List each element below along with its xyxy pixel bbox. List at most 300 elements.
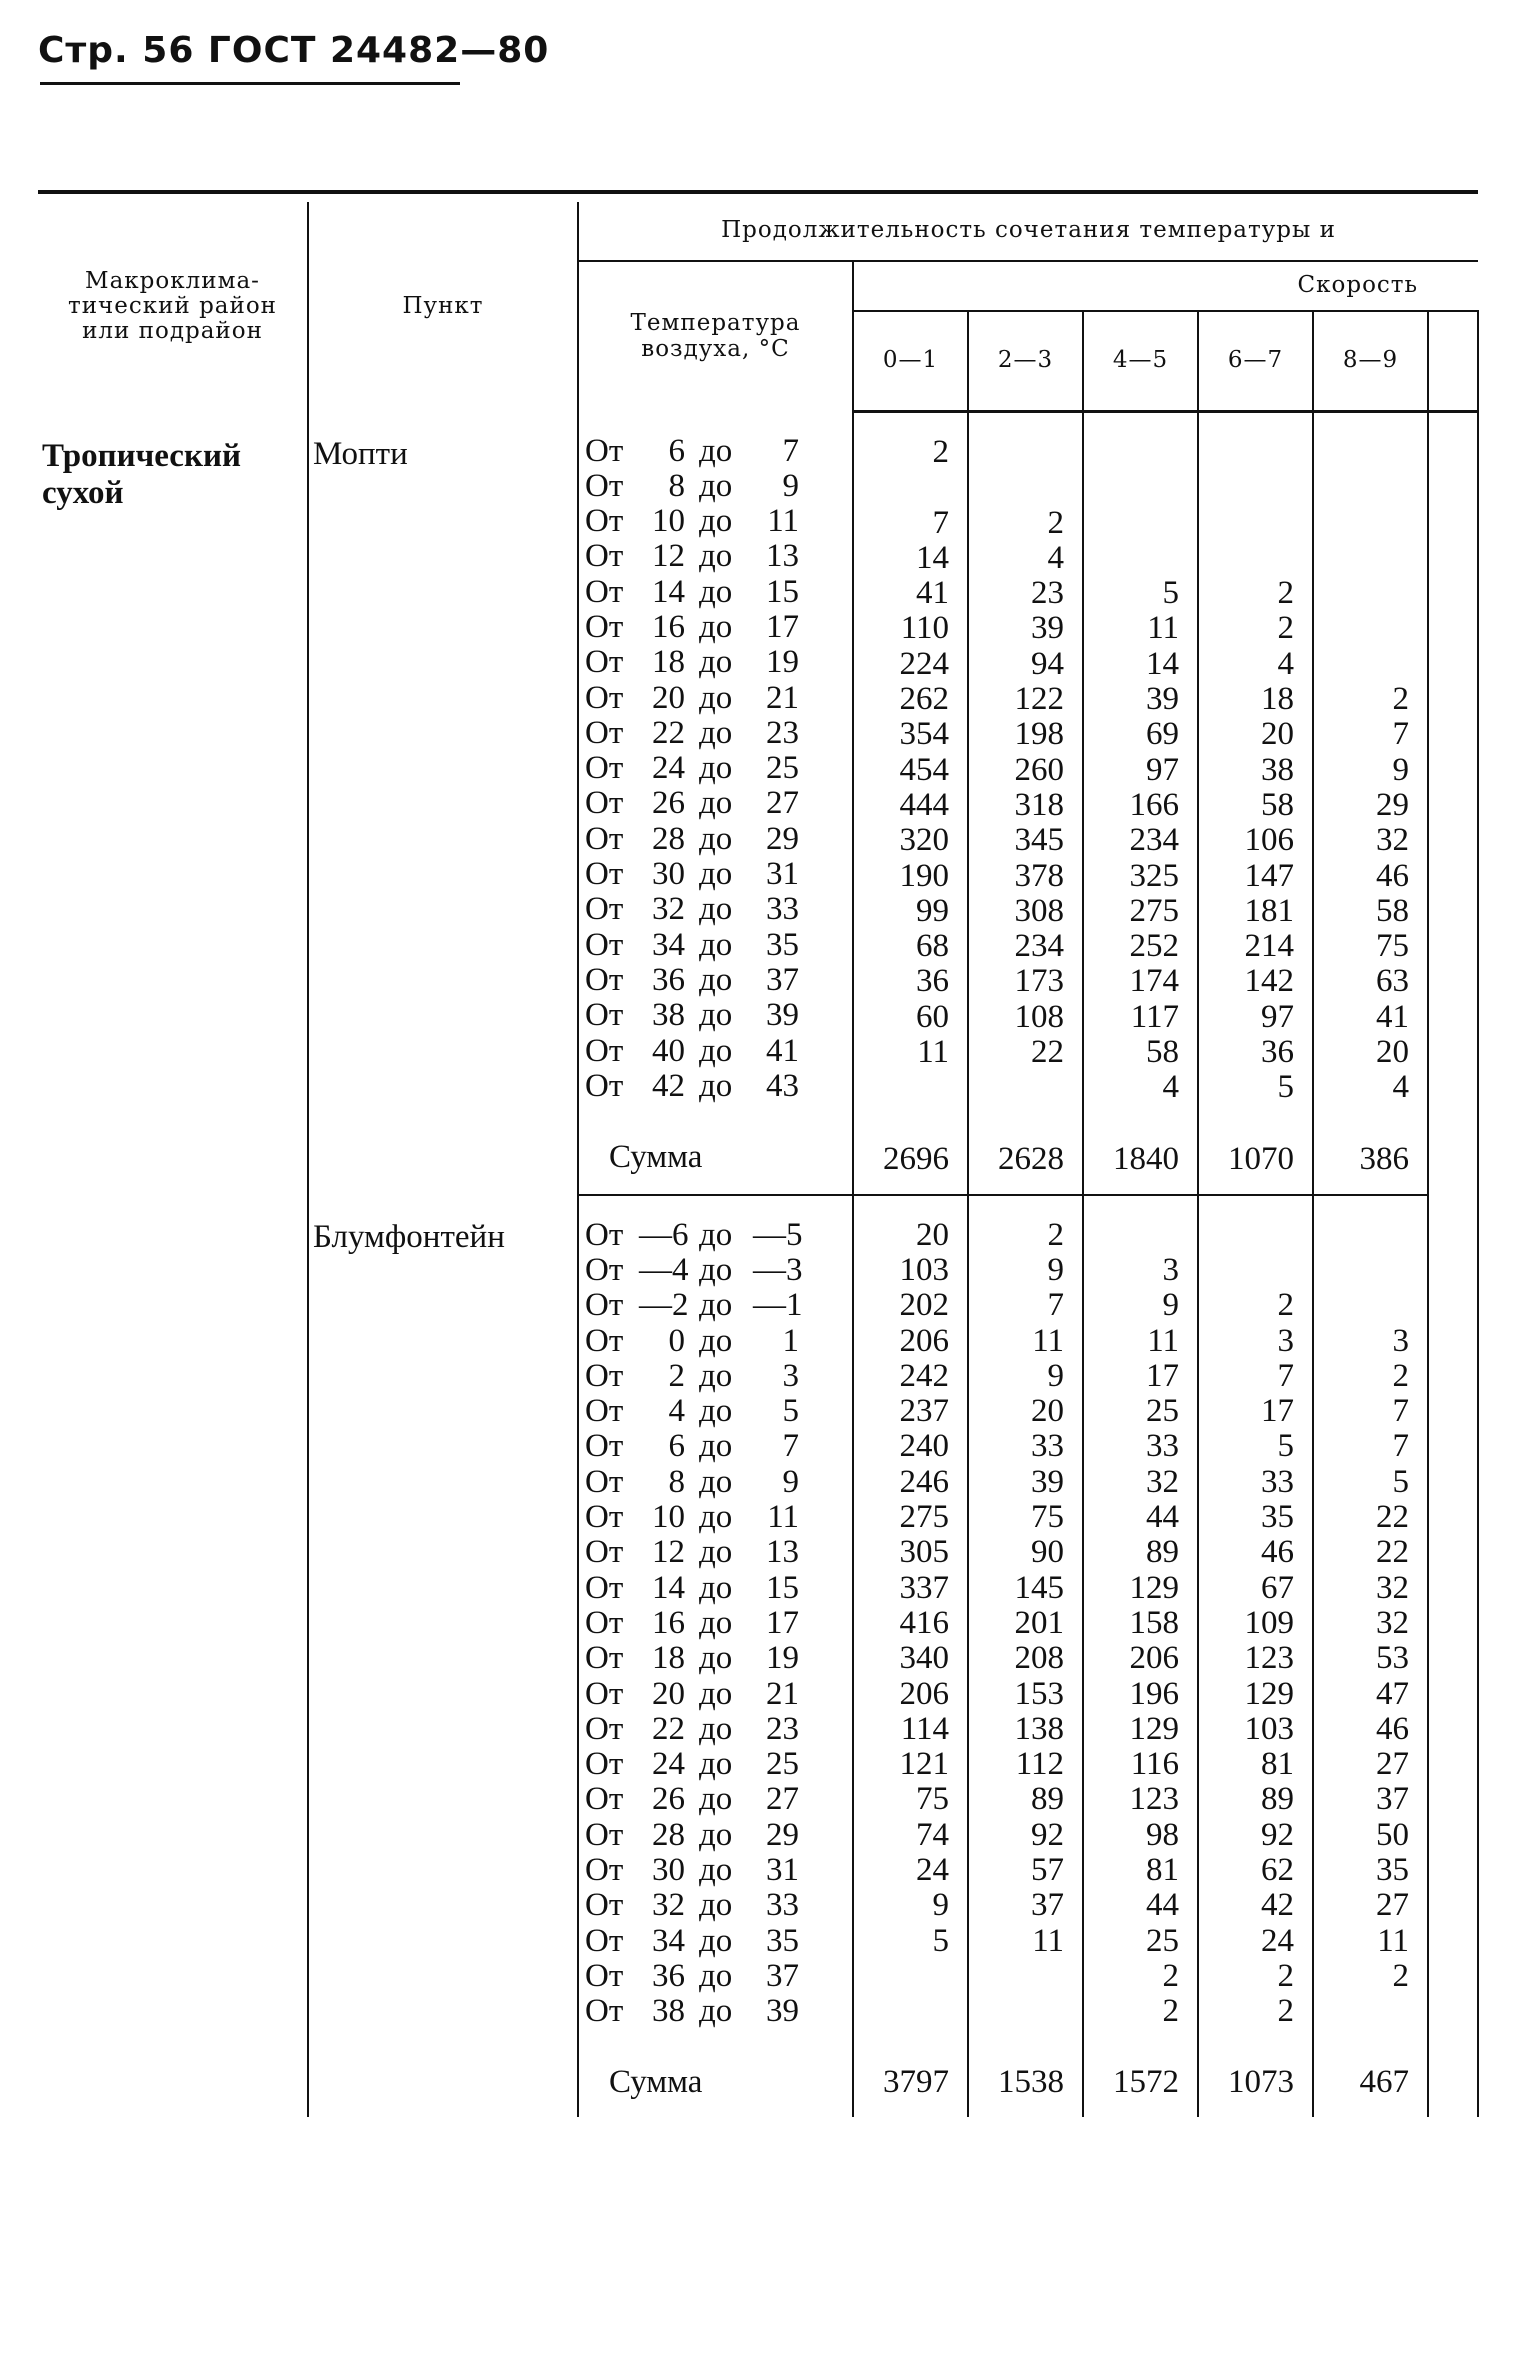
table-cell: 47	[1376, 1675, 1409, 1712]
speed-column-2	[1083, 1195, 1198, 2118]
temperature-range	[579, 1782, 852, 1817]
table-cell: 69	[1146, 716, 1179, 753]
to-word: до	[699, 1569, 733, 1606]
table-cell: 5	[1277, 1069, 1294, 1106]
table-cell	[854, 1959, 949, 1994]
range-to: 27	[766, 785, 799, 822]
table-cell: 242	[899, 1357, 949, 1394]
range-from: 20	[652, 679, 685, 716]
range-to: 37	[766, 1957, 799, 1994]
table-cell: 11	[1032, 1322, 1064, 1359]
range-from: 18	[652, 644, 685, 681]
range-to: 21	[766, 679, 799, 716]
table-cell: 57	[1031, 1851, 1064, 1888]
to-word: до	[699, 926, 733, 963]
range-from: 32	[652, 1887, 685, 1924]
table-cell: 246	[899, 1463, 949, 1500]
speed-column-header-4: 8—9	[1313, 311, 1428, 412]
table-cell: 58	[1146, 1034, 1179, 1071]
speed-column-2	[1083, 412, 1198, 1195]
table-cell	[854, 1070, 949, 1105]
to-word: до	[699, 1851, 733, 1888]
from-word: От	[585, 1710, 624, 1747]
table-cell: 5	[1162, 575, 1179, 612]
to-word: до	[699, 1922, 733, 1959]
table-cell: 37	[1376, 1781, 1409, 1818]
temperature-range	[579, 1571, 852, 1606]
range-from: 38	[652, 997, 685, 1034]
range-to: 31	[766, 856, 799, 893]
from-word: От	[585, 1032, 624, 1069]
range-to: 19	[766, 644, 799, 681]
from-word: От	[585, 1463, 624, 1500]
table-cell	[969, 435, 1064, 470]
station-cell	[308, 1195, 578, 2118]
table-cell: 41	[916, 575, 949, 612]
from-word: От	[585, 891, 624, 928]
table-cell: 27	[1376, 1887, 1409, 1924]
speed-column-header-2: 4—5	[1083, 311, 1198, 412]
range-from: 14	[652, 573, 685, 610]
table-cell: 39	[1146, 681, 1179, 718]
table-cell: 320	[899, 822, 949, 859]
table-cell: 318	[1014, 786, 1064, 823]
table-cell: 123	[1129, 1781, 1179, 1818]
range-from: 36	[652, 961, 685, 998]
to-word: до	[699, 1032, 733, 1069]
table-cell: 2	[1277, 1287, 1294, 1324]
header-station: Пункт	[308, 202, 578, 412]
to-word: до	[699, 1957, 733, 1994]
table-cell	[1314, 576, 1409, 611]
table-cell: 5	[1277, 1428, 1294, 1465]
running-head-rule	[40, 82, 460, 85]
table-cell: 75	[916, 1781, 949, 1818]
table-cell: 20	[1031, 1393, 1064, 1430]
table-cell: 308	[1014, 892, 1064, 929]
table-cell: 214	[1244, 928, 1294, 965]
from-word: От	[585, 432, 624, 469]
table-cell: 224	[899, 645, 949, 682]
temperature-range	[579, 1034, 852, 1069]
range-from: 32	[652, 891, 685, 928]
table-cell: 89	[1031, 1781, 1064, 1818]
table-cell	[1199, 435, 1294, 470]
table-cell: 58	[1261, 786, 1294, 823]
temperature-range	[579, 1924, 852, 1959]
table-cell: 7	[1277, 1357, 1294, 1394]
range-from: 26	[652, 785, 685, 822]
from-word: От	[585, 997, 624, 1034]
temperature-range	[579, 469, 852, 504]
table-cell: 106	[1244, 822, 1294, 859]
table-cell: 4	[1277, 645, 1294, 682]
from-word: От	[585, 644, 624, 681]
from-word: От	[585, 1675, 624, 1712]
table-cell: 62	[1261, 1851, 1294, 1888]
from-word: От	[585, 1781, 624, 1818]
table-cell	[1314, 506, 1409, 541]
table-cell: 14	[916, 539, 949, 576]
table-cell	[1084, 1218, 1179, 1253]
table-cell: 75	[1031, 1499, 1064, 1536]
table-cell	[1314, 1994, 1409, 2029]
sum-value: 2696	[883, 1140, 949, 1177]
table-cell: 89	[1261, 1781, 1294, 1818]
header-duration-group: Продолжительность сочетания температуры и	[578, 202, 1478, 261]
header-region: Макроклима- тический район или подрайон	[38, 202, 308, 412]
range-to: 25	[766, 1746, 799, 1783]
to-word: до	[699, 785, 733, 822]
temperature-range	[579, 1818, 852, 1853]
table-cell: 123	[1244, 1640, 1294, 1677]
table-cell: 196	[1129, 1675, 1179, 1712]
temperature-range	[579, 1429, 852, 1464]
from-word: От	[585, 1957, 624, 1994]
table-cell: 121	[899, 1746, 949, 1783]
to-word: до	[699, 1887, 733, 1924]
table-cell: 4	[1392, 1069, 1409, 1106]
to-word: до	[699, 1746, 733, 1783]
range-from: 6	[668, 1428, 685, 1465]
table-cell: 11	[1032, 1922, 1064, 1959]
table-cell: 36	[916, 963, 949, 1000]
range-to: 15	[766, 1569, 799, 1606]
table-cell: 416	[899, 1604, 949, 1641]
to-word: до	[699, 997, 733, 1034]
table-cell: 98	[1146, 1816, 1179, 1853]
table-cell: 252	[1129, 928, 1179, 965]
to-word: до	[699, 1781, 733, 1818]
from-word: От	[585, 1851, 624, 1888]
sum-value: 1073	[1228, 2064, 1294, 2101]
from-word: От	[585, 856, 624, 893]
range-to: 23	[766, 714, 799, 751]
table-cell	[969, 1959, 1064, 1994]
table-cell: 25	[1146, 1393, 1179, 1430]
range-to: 29	[766, 1816, 799, 1853]
table-cell: 4	[1162, 1069, 1179, 1106]
table-cell	[969, 1994, 1064, 2029]
range-to: 43	[766, 1067, 799, 1104]
table-cell: 206	[1129, 1640, 1179, 1677]
table-cell: 18	[1261, 681, 1294, 718]
speed-column-header-blank	[1428, 311, 1478, 412]
range-to: 39	[766, 997, 799, 1034]
speed-column-4	[1313, 1195, 1428, 2118]
range-to: 7	[782, 432, 799, 469]
to-word: до	[699, 1067, 733, 1104]
table-cell: 17	[1261, 1393, 1294, 1430]
table-cell	[1199, 541, 1294, 576]
table-cell: 147	[1244, 857, 1294, 894]
temperature-range	[579, 681, 852, 716]
range-to: 33	[766, 891, 799, 928]
temperature-range	[579, 822, 852, 857]
to-word: до	[699, 961, 733, 998]
temperature-range	[579, 610, 852, 645]
range-from: 42	[652, 1067, 685, 1104]
range-from: 28	[652, 1816, 685, 1853]
table-cell: 275	[1129, 892, 1179, 929]
range-from: 34	[652, 1922, 685, 1959]
range-to: 3	[782, 1357, 799, 1394]
table-cell	[969, 1070, 1064, 1105]
table-cell	[1314, 470, 1409, 505]
table-cell: 378	[1014, 857, 1064, 894]
from-word: От	[585, 1067, 624, 1104]
range-to: 9	[782, 467, 799, 504]
table-cell: 75	[1376, 928, 1409, 965]
range-to: 17	[766, 608, 799, 645]
range-from: 10	[652, 503, 685, 540]
table-cell: 33	[1031, 1428, 1064, 1465]
from-word: От	[585, 573, 624, 610]
temperature-range	[579, 1218, 852, 1253]
temperature-range	[579, 1535, 852, 1570]
speed-column-header-3: 6—7	[1198, 311, 1313, 412]
range-to: 17	[766, 1604, 799, 1641]
table-cell: 33	[1261, 1463, 1294, 1500]
blank-column	[1428, 1195, 1478, 2118]
table-cell: 58	[1376, 892, 1409, 929]
from-word: От	[585, 1534, 624, 1571]
range-to: 39	[766, 1993, 799, 2030]
table-cell: 201	[1014, 1604, 1064, 1641]
from-word: От	[585, 750, 624, 787]
table-cell: 240	[899, 1428, 949, 1465]
speed-column-header-1: 2—3	[968, 311, 1083, 412]
range-from: 8	[668, 1463, 685, 1500]
table-cell: 63	[1376, 963, 1409, 1000]
table-cell: 237	[899, 1393, 949, 1430]
temperature-column	[578, 412, 853, 1195]
table-cell: 190	[899, 857, 949, 894]
region-name: Тропический сухой	[42, 437, 241, 511]
table-cell	[1314, 1288, 1409, 1323]
sum-value: 467	[1359, 2064, 1409, 2101]
range-to: 41	[766, 1032, 799, 1069]
to-word: до	[699, 503, 733, 540]
table-cell: 36	[1261, 1034, 1294, 1071]
table-cell: 9	[1047, 1251, 1064, 1288]
from-word: От	[585, 1393, 624, 1430]
range-from: 24	[652, 1746, 685, 1783]
table-cell: 27	[1376, 1746, 1409, 1783]
range-to: 13	[766, 1534, 799, 1571]
temperature-range	[579, 1994, 852, 2029]
sum-value: 1070	[1228, 1140, 1294, 1177]
table-cell: 260	[1014, 751, 1064, 788]
table-cell: 145	[1014, 1569, 1064, 1606]
table-cell	[1314, 647, 1409, 682]
table-cell: 39	[1031, 1463, 1064, 1500]
from-word: От	[585, 1322, 624, 1359]
table-cell: 33	[1146, 1428, 1179, 1465]
to-word: до	[699, 714, 733, 751]
table-cell	[1084, 541, 1179, 576]
temperature-range	[579, 1677, 852, 1712]
speed-column-0	[853, 1195, 968, 2118]
table-cell: 46	[1261, 1534, 1294, 1571]
table-cell: 50	[1376, 1816, 1409, 1853]
range-from: 2	[668, 1357, 685, 1394]
table-cell: 53	[1376, 1640, 1409, 1677]
table-cell	[1314, 611, 1409, 646]
climate-table	[38, 190, 1479, 2117]
sum-value: 1538	[998, 2064, 1064, 2101]
range-to: 25	[766, 750, 799, 787]
temperature-range	[579, 1888, 852, 1923]
speed-column-1	[968, 412, 1083, 1195]
to-word: до	[699, 891, 733, 928]
table-cell: 92	[1031, 1816, 1064, 1853]
table-cell: 24	[1261, 1922, 1294, 1959]
from-word: От	[585, 926, 624, 963]
to-word: до	[699, 1534, 733, 1571]
range-from: 40	[652, 1032, 685, 1069]
temperature-range	[579, 1853, 852, 1888]
table-cell: 24	[916, 1851, 949, 1888]
from-word: От	[585, 1357, 624, 1394]
temperature-range	[579, 1288, 852, 1323]
temperature-range	[579, 1959, 852, 1994]
table-cell: 74	[916, 1816, 949, 1853]
from-word: От	[585, 1569, 624, 1606]
range-from: 26	[652, 1781, 685, 1818]
range-from: 22	[652, 1710, 685, 1747]
from-word: От	[585, 1640, 624, 1677]
table-cell: 262	[899, 681, 949, 718]
to-word: до	[699, 1357, 733, 1394]
from-word: От	[585, 503, 624, 540]
table-cell	[1084, 506, 1179, 541]
table-cell: 20	[1261, 716, 1294, 753]
temperature-range	[579, 998, 852, 1033]
blank-column	[1428, 412, 1478, 1195]
to-word: до	[699, 1287, 733, 1324]
table-cell: 22	[1376, 1534, 1409, 1571]
table-cell: 81	[1261, 1746, 1294, 1783]
range-to: 35	[766, 1922, 799, 1959]
temperature-range	[579, 786, 852, 821]
to-word: до	[699, 1640, 733, 1677]
table-cell: 38	[1261, 751, 1294, 788]
range-to: 1	[782, 1322, 799, 1359]
temperature-range	[579, 928, 852, 963]
table-cell: 103	[1244, 1710, 1294, 1747]
table-cell: 337	[899, 1569, 949, 1606]
temperature-range	[579, 434, 852, 469]
table-cell: 32	[1146, 1463, 1179, 1500]
table-cell	[969, 470, 1064, 505]
table-cell: 166	[1129, 786, 1179, 823]
table-cell: 46	[1376, 1710, 1409, 1747]
range-to: 37	[766, 961, 799, 998]
table-cell: 92	[1261, 1816, 1294, 1853]
to-word: до	[699, 679, 733, 716]
table-cell: 39	[1031, 610, 1064, 647]
table-cell: 11	[1147, 1322, 1179, 1359]
table-cell: 42	[1261, 1887, 1294, 1924]
range-to: 9	[782, 1463, 799, 1500]
table-cell: 7	[932, 504, 949, 541]
from-word: От	[585, 1287, 624, 1324]
to-word: до	[699, 1463, 733, 1500]
to-word: до	[699, 432, 733, 469]
table-cell: 305	[899, 1534, 949, 1571]
table-cell: 46	[1376, 857, 1409, 894]
to-word: до	[699, 1393, 733, 1430]
temperature-range	[579, 1465, 852, 1500]
range-to: —1	[753, 1287, 803, 1324]
to-word: до	[699, 1322, 733, 1359]
table-cell: 7	[1392, 1393, 1409, 1430]
range-from: 38	[652, 1993, 685, 2030]
temperature-range	[579, 504, 852, 539]
from-word: От	[585, 961, 624, 998]
range-from: 22	[652, 714, 685, 751]
range-from: 28	[652, 820, 685, 857]
table-cell: 109	[1244, 1604, 1294, 1641]
temperature-range	[579, 575, 852, 610]
table-cell: 9	[1392, 751, 1409, 788]
to-word: до	[699, 467, 733, 504]
table-cell: 5	[1392, 1463, 1409, 1500]
to-word: до	[699, 1428, 733, 1465]
temperature-range	[579, 963, 852, 998]
table-cell: 103	[899, 1251, 949, 1288]
table-cell: 81	[1146, 1851, 1179, 1888]
temperature-range	[579, 857, 852, 892]
range-to: 5	[782, 1393, 799, 1430]
temperature-range	[579, 645, 852, 680]
from-word: От	[585, 820, 624, 857]
table-cell: 7	[1392, 716, 1409, 753]
range-from: 16	[652, 1604, 685, 1641]
to-word: до	[699, 1216, 733, 1253]
table-cell: 181	[1244, 892, 1294, 929]
table-cell: 234	[1129, 822, 1179, 859]
table-cell: 20	[1376, 1034, 1409, 1071]
range-to: 13	[766, 538, 799, 575]
table-cell: 2	[1162, 1993, 1179, 2030]
range-from: 0	[668, 1322, 685, 1359]
table-cell: 138	[1014, 1710, 1064, 1747]
range-to: 35	[766, 926, 799, 963]
table-cell: 2	[1277, 610, 1294, 647]
table-cell: 25	[1146, 1922, 1179, 1959]
table-cell: 117	[1130, 998, 1179, 1035]
table-cell: 454	[899, 751, 949, 788]
table-cell: 2	[1277, 575, 1294, 612]
table-cell: 32	[1376, 1604, 1409, 1641]
temperature-range	[579, 892, 852, 927]
table-cell	[1199, 506, 1294, 541]
table-cell	[1199, 470, 1294, 505]
running-head: Стр. 56 ГОСТ 24482—80	[38, 30, 550, 71]
table-cell: 14	[1146, 645, 1179, 682]
sum-value: 1840	[1113, 1140, 1179, 1177]
table-cell: 11	[917, 1034, 949, 1071]
from-word: От	[585, 1887, 624, 1924]
from-word: От	[585, 1428, 624, 1465]
table-cell: 122	[1014, 681, 1064, 718]
temperature-range	[579, 1359, 852, 1394]
range-to: 31	[766, 1851, 799, 1888]
table-cell: 32	[1376, 822, 1409, 859]
from-word: От	[585, 1922, 624, 1959]
